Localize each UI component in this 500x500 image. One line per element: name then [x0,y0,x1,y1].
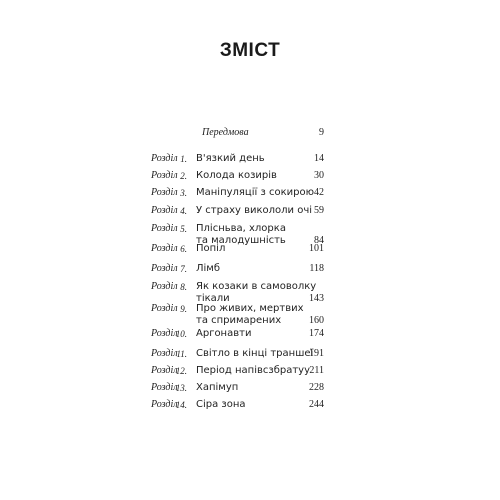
toc-row-chapter: Розділ 8. Як козаки в самоволку тікали 143 [151,281,324,304]
chapter-title-line: Передмова [202,127,249,138]
chapter-title-line: Лімб [196,263,221,274]
chapter-title [196,328,306,340]
toc-row-chapter: Розділ 14. Сіра зона 244 [151,399,324,410]
chapter-label: Розділ [151,205,178,216]
chapter-title-line: та малодушність [196,235,286,246]
chapter-label: Розділ [151,382,178,393]
chapter-label: Розділ [151,281,178,292]
chapter-label: Розділ [151,365,178,376]
chapter-label: Розділ [151,328,178,339]
toc-row-chapter: Розділ 5. Плісньва, хлорка та малодушність 84 [151,223,324,246]
chapter-label: Розділ [151,348,178,359]
chapter-label: Розділ [151,153,178,164]
toc-row-chapter: Розділ 13. Хапімуп 228 [151,382,324,393]
toc-row-chapter: Розділ 2. Колода козирів 30 [151,170,324,181]
chapter-title [196,153,306,165]
chapter-title [196,205,313,217]
chapter-title-line: Попіл [196,243,226,254]
chapter-title-line: Маніпуляції з сокирою [196,187,315,198]
chapter-label: Розділ [151,170,178,181]
chapter-title [196,187,315,199]
toc-row-chapter: Розділ 9. Про живих, мертвих та спримарених 160 [151,303,324,326]
chapter-title-line: Про живих, мертвих [196,303,304,314]
chapter-label: Розділ [151,243,178,254]
toc-row-chapter: Розділ 4. У страху викололи очі 59 [151,205,324,216]
toc-row-chapter: Розділ 12. Період напівсзбратуу 211 [151,365,324,376]
toc-row-chapter: Розділ 1. В'язкий день 14 [151,153,324,164]
chapter-label: Розділ [151,187,178,198]
chapter-title [196,281,317,305]
chapter-title-line: Сіра зона [196,399,246,410]
chapter-title-line: та спримарених [196,315,282,326]
chapter-label: Розділ [151,399,178,410]
chapter-title-line: Період напівсзбратуу [196,365,311,376]
toc-row-preface: Передмова 9 [202,127,324,138]
chapter-title-line: Світло в кінці траншеї [196,348,314,359]
chapter-title [196,170,306,182]
chapter-title-line: Аргонавти [196,328,252,339]
chapter-title-line: Хапімуп [196,382,239,393]
toc-row-chapter: Розділ 3. Маніпуляції з сокирою 42 [151,187,324,198]
toc-row-chapter: Розділ 11. Світло в кінці траншеї 191 [151,348,324,359]
chapter-title-line: тікали [196,293,230,304]
chapter-label: Розділ [151,263,178,274]
chapter-title-line: Колода козирів [196,170,277,181]
chapter-title [196,263,306,275]
chapter-title-line: У страху викололи очі [196,205,313,216]
chapter-title [196,399,306,411]
chapter-title-line: Як козаки в самоволку [196,281,317,292]
chapter-title [196,348,314,360]
toc-row-chapter: Розділ 6. Попіл 101 [151,243,324,254]
chapter-title [196,243,306,255]
chapter-title [196,303,306,327]
chapter-title-line: Плісньва, хлорка [196,223,286,234]
chapter-label: Розділ [151,223,178,234]
chapter-title [196,365,311,377]
chapter-title [196,382,306,394]
chapter-title [202,127,312,139]
chapter-label: Розділ [151,303,178,314]
page-title: ЗМІСТ [219,40,281,61]
toc-row-chapter: Розділ 7. Лімб 118 [151,263,324,274]
chapter-title-line: В'язкий день [196,153,265,164]
toc-row-chapter: Розділ 10. Аргонавти 174 [151,328,324,339]
